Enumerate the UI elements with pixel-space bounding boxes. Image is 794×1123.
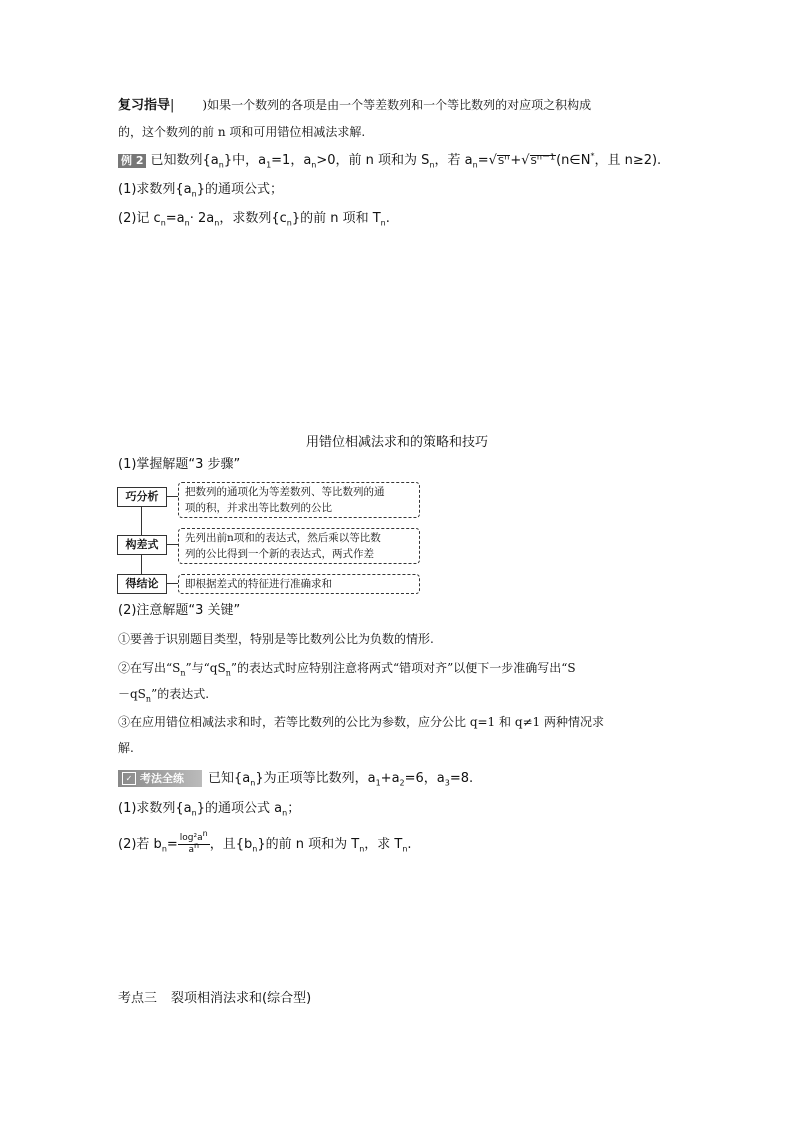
review-guide-line-2: 的，这个数列的前 n 项和可用错位相减法求解. xyxy=(118,125,366,139)
example-2-question-2: (2)记 $c_n=a_n\cdot 2a_n$，求数列$\{c_n\}$的前 n 项和 $T_n$. xyxy=(118,211,390,228)
step-label-analyze: 巧分析 xyxy=(117,487,167,507)
practice-tag: ✓ 考法全练 xyxy=(118,770,202,787)
key-point-2-line-1: ②在写出“$S_n$”与“$qS_n$”的表达式时应特别注意将两式“错项对齐”以便下一步准确写出“S xyxy=(118,661,576,678)
section-3-heading xyxy=(118,991,311,1007)
step-desc-conclude: 即根据差式的特征进行准确求和 xyxy=(178,574,420,594)
practice-question-1: (1)求数列$\{a_n\}$的通项公式 $a_n$； xyxy=(118,801,301,818)
section-3-title: 裂项相消法求和(综合型) xyxy=(171,991,312,1006)
check-icon: ✓ xyxy=(122,772,136,785)
step-label-conclude: 得结论 xyxy=(117,574,167,594)
example-2-question-1: (1)求数列$\{a_n\}$的通项公式； xyxy=(118,182,284,199)
key-point-1: ①要善于识别题目类型，特别是等比数列公比为负数的情形. xyxy=(118,632,434,646)
key-point-3-line-1: ③在应用错位相减法求和时，若等比数列的公比为参数，应分公比 q=1 和 q≠1 两种情况求 xyxy=(118,715,605,729)
fraction: $\frac{\log^2a^n}{a^n}$ xyxy=(179,829,208,855)
key-point-3-line-2: 解. xyxy=(118,741,134,755)
practice-question-2: (2)若 $b_n=$ $\frac{\log^2a^n}{a^n}$ ，且$\{b_n\}$的前 n 项和为 $T_n$，求 $T_n$. xyxy=(118,829,412,855)
sqrt-sn-1: $S^{n-1}$ xyxy=(530,152,556,167)
review-guide-label: 复习指导 xyxy=(118,98,171,113)
key-point-2-line-2: $-qS_n$”的表达式. xyxy=(118,687,210,704)
practice-stem: ✓ 考法全练 已知$\{a_n\}$为正项等比数列，$a_1+a_2=6$，$a_3=8$. xyxy=(118,770,473,787)
example-tag: 例 2 xyxy=(118,154,146,168)
strategy-part-1: (1)掌握解题“3 步骤” xyxy=(118,457,241,472)
review-guide-text: )如果一个数列的各项是由一个等差数列和一个等比数列的对应项之积构成 xyxy=(202,98,592,112)
section-3-label: 考点三 xyxy=(118,991,158,1006)
strategy-part-2: (2)注意解题“3 关键” xyxy=(118,603,241,618)
sqrt-sn: $S^n$ xyxy=(497,152,510,167)
step-label-construct: 构差式 xyxy=(117,535,167,555)
review-guide-line-1: 复习指导| )如果一个数列的各项是由一个等差数列和一个等比数列的对应项之积构成 xyxy=(118,98,592,113)
example-2-stem: 例 2 已知数列$\{a_n\}$中，$a_1=1$，$a_n>0$，前 n 项和为 $S_n$，若 $a_n=√S^n+√S^{n-1}(n\in N^*$，且 n≥2). xyxy=(118,153,661,169)
strategy-title: 用错位相减法求和的策略和技巧 xyxy=(305,435,488,450)
step-desc-analyze: 把数列的通项化为等差数列、等比数列的通 项的积，并求出等比数列的公比 xyxy=(178,482,420,518)
step-desc-construct: 先列出前n项和的表达式，然后乘以等比数 列的公比得到一个新的表达式，两式作差 xyxy=(178,528,420,564)
